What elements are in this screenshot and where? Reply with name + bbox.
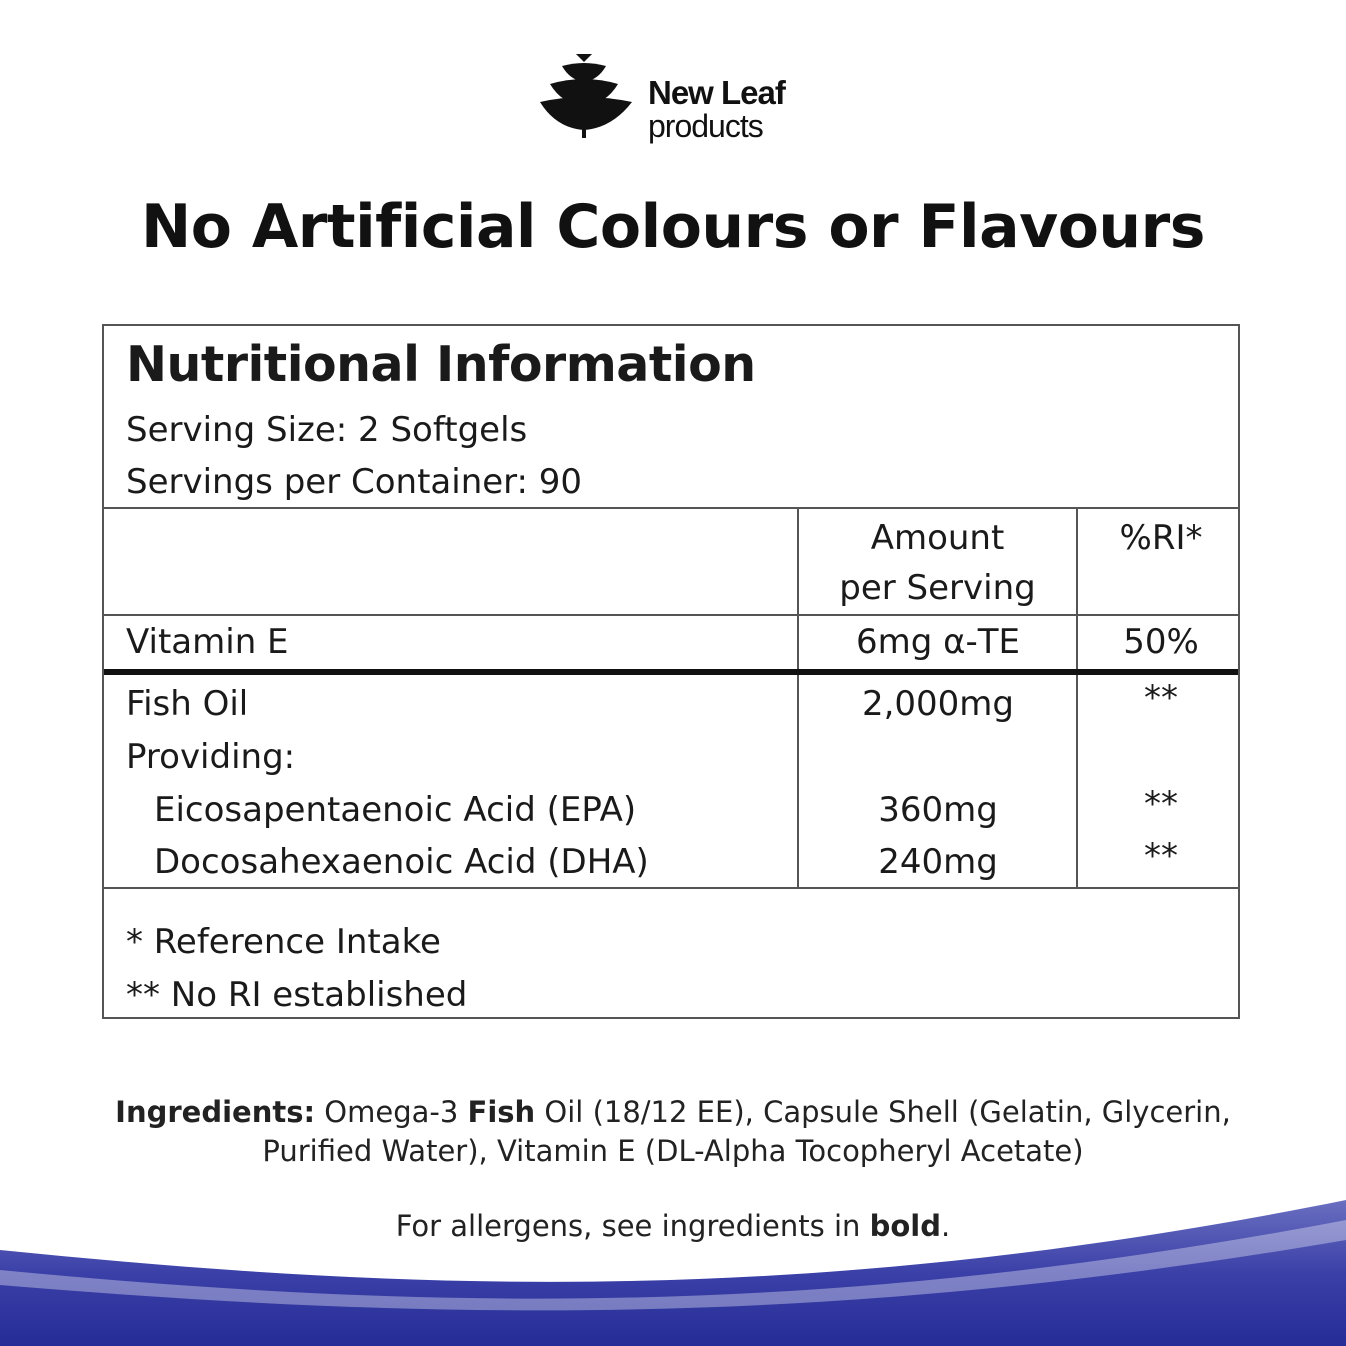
nutrient-amount: 240mg bbox=[878, 842, 998, 882]
nutrient-ri: ** bbox=[1144, 836, 1178, 876]
nutrient-amount: 2,000mg bbox=[861, 684, 1015, 724]
footnote: ** No RI established bbox=[126, 975, 468, 1015]
header-amount bbox=[799, 513, 1076, 613]
nutrition-title: Nutritional Information bbox=[126, 336, 756, 393]
nutrient-ri: ** bbox=[1144, 678, 1178, 718]
ingredients-text bbox=[100, 1093, 1246, 1171]
allergen-end: . bbox=[941, 1209, 951, 1243]
divider bbox=[104, 614, 1238, 616]
ingredients-part: Oil (18/12 EE), Capsule Shell (Gelatin, Glycerin, Purified Water), Vitamin E (DL-Alpha Tocopheryl Acetate) bbox=[262, 1095, 1231, 1168]
ingredients-part: Omega-3 bbox=[315, 1095, 468, 1129]
nutrition-panel bbox=[102, 324, 1240, 1019]
brand-name: New Leaf bbox=[648, 74, 785, 111]
nutrient-name: Vitamin E bbox=[126, 622, 289, 662]
nutrient-ri: ** bbox=[1144, 784, 1178, 824]
servings-per-container: Servings per Container: 90 bbox=[126, 462, 583, 502]
decorative-wave bbox=[0, 1190, 1346, 1346]
header-ri: %RI* bbox=[1119, 518, 1203, 558]
leaf-tree-icon bbox=[540, 52, 640, 142]
brand-logo bbox=[540, 52, 820, 152]
nutrient-ri: 50% bbox=[1123, 622, 1199, 662]
brand-sub: products bbox=[648, 108, 763, 144]
allergen-fish: Fish bbox=[467, 1095, 536, 1129]
serving-size: Serving Size: 2 Softgels bbox=[126, 410, 528, 450]
divider bbox=[104, 507, 1238, 509]
footnote: * Reference Intake bbox=[126, 922, 441, 962]
nutrient-name: Fish Oil bbox=[126, 684, 249, 724]
page-title: No Artificial Colours or Flavours bbox=[141, 192, 1205, 262]
allergen-bold: bold bbox=[869, 1209, 942, 1243]
nutrient-amount: 360mg bbox=[878, 790, 998, 830]
nutrient-amount: 6mg α-TE bbox=[855, 622, 1021, 662]
allergen-text: For allergens, see ingredients in bbox=[395, 1209, 870, 1243]
thick-divider bbox=[104, 669, 1238, 675]
ingredients-label: Ingredients: bbox=[115, 1095, 316, 1129]
divider bbox=[104, 887, 1238, 889]
header-amount-line1: Amount bbox=[870, 518, 1005, 558]
nutrient-name: Docosahexaenoic Acid (DHA) bbox=[154, 842, 649, 882]
nutrient-name: Providing: bbox=[126, 737, 296, 777]
header-amount-line2: per Serving bbox=[839, 568, 1036, 608]
nutrient-name: Eicosapentaenoic Acid (EPA) bbox=[154, 790, 637, 830]
